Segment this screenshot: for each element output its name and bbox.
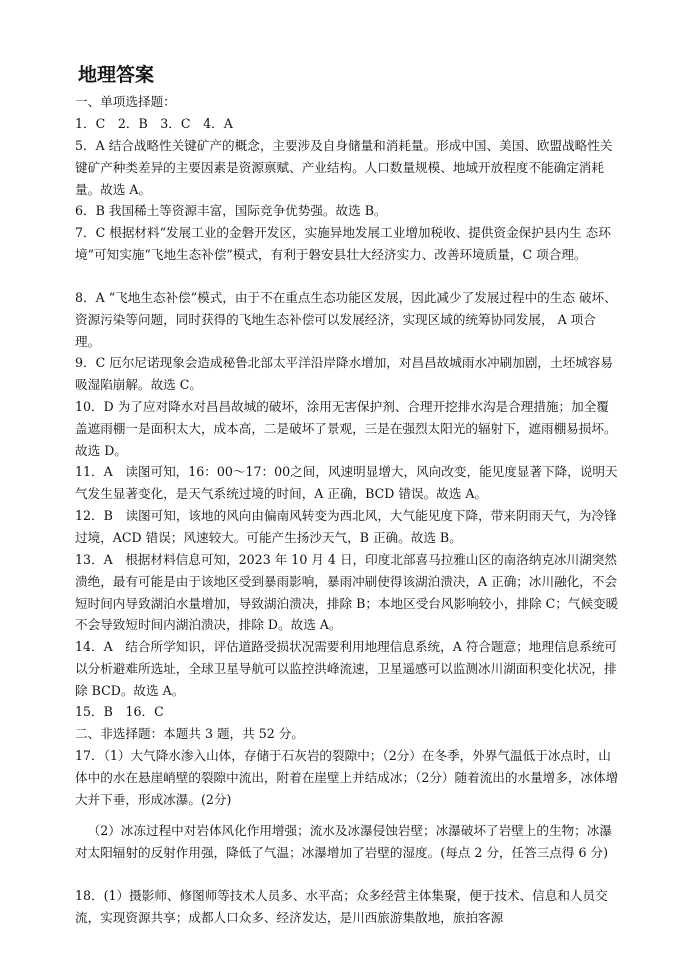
answer-5: 5．A 结合战略性关键矿产的概念，主要涉及自身储量和消耗量。形成中国、美国、欧盟战略性关键矿产种类差异的主要因素是资源禀赋、产业结构。人口数量规模、地域开放程度不能确定消耗量。故选 A。 (75, 138, 613, 197)
answer-10: 10．D 为了应对降水对昌昌故城的破坏，涂用无害保护剂、合理开挖排水沟是合理措施；加全覆盖遮雨棚一是面积太大，成本高，二是破坏了景观，三是在强烈太阳光的辐射下，遮雨棚易损坏。故选 D。 (75, 399, 617, 458)
answer-17-part1: 17．（1）大气降水渗入山体，存储于石灰岩的裂隙中；（2分）在冬季，外界气温低于冰点时，山体中的水在悬崖峭壁的裂隙中流出，附着在崖壁上并结成冰；（2分）随着流出的水量增多，冰体增大并下垂，形成冰瀑。(2分) (75, 748, 619, 807)
section-heading-choice: 一、单项选择题： (75, 94, 176, 109)
answer-7: 7．C 根据材料“发展工业的金磐开发区，实施异地发展工业增加税收、提供资金保护县内生 态环境”可知实施“飞地生态补偿”模式，有利于磐安县壮大经济实力、改善环境质量，C 项合理。 (75, 225, 611, 262)
answer-18-part1: 18．(1）摄影师、修图师等技术人员多、水平高；众多经营主体集聚，便于技术、信息和人员交流，实现资源共享；成都人口众多、经济发达，是川西旅游集散地，旅拍客源 (75, 888, 608, 925)
answer-1-4: 1．C 2．B 3．C 4．A (75, 116, 233, 131)
answer-13: 13．A 根据材料信息可知，2023 年 10 月 4 日，印度北部喜马拉雅山区的南洛纳克冰川湖突然溃绝，最有可能是由于该地区受到暴雨影响，暴雨冲刷使得该湖泊溃决，A 正确；冰川融化，不会短时间内导致湖泊水量增加，导致湖泊溃决，排除 B；本地区受台风影响较小，排除 C；气候变暖不会导致短时间内湖泊溃决，排除 D。故选 A。 (75, 552, 619, 633)
answer-8: 8．A “飞地生态补偿”模式，由于不在重点生态功能区发展，因此减少了发展过程中的生态 破坏、资源污染等问题，同时获得的飞地生态补偿可以发展经济，实现区域的统筹协同发展， A 项合理。 (75, 290, 617, 349)
page-title: 地理答案 (78, 64, 155, 86)
answer-6: 6．B 我国稀土等资源丰富，国际竞争优势强。故选 B。 (75, 203, 387, 218)
answer-11: 11．A 读图可知，16：00～17：00之间，风速明显增大，风向改变，能见度显著下降，说明天气发生显著变化，是天气系统过境的时间，A 正确，BCD 错误。故选 A。 (75, 464, 618, 501)
answer-14: 14．A 结合所学知识，评估道路受损状况需要利用地理信息系统，A 符合题意；地理信息系统可以分析避难所选址，全球卫星导航可以监控洪峰流速，卫星遥感可以监测冰川湖面积变化状况，排除 BCD。故选 A。 (75, 639, 617, 698)
answer-17-part2: （2）冰冻过程中对岩体风化作用增强；流水及冰瀑侵蚀岩壁；冰瀑破坏了岩壁上的生物；冰瀑对太阳辐射的反射作用强，降低了气温；冰瀑增加了岩壁的湿度。(每点 2 分，任答三点得 6 分) (75, 823, 612, 860)
answer-15-16: 15．B 16．C (75, 704, 164, 719)
answer-12: 12．B 读图可知，该地的风向由偏南风转变为西北风，大气能见度下降，带来阴雨天气，为冷锋过境，ACD 错误；风速较大。可能产生扬沙天气，B 正确。故选 B。 (75, 508, 617, 545)
section-heading-nonchoice: 二、非选择题：本题共 3 题，共 52 分。 (75, 726, 304, 741)
answer-9: 9．C 厄尔尼诺现象会造成秘鲁北部太平洋沿岸降水增加，对昌昌故城雨水冲刷加剧，土坯城容易吸湿陷崩解。故选 C。 (75, 355, 613, 392)
